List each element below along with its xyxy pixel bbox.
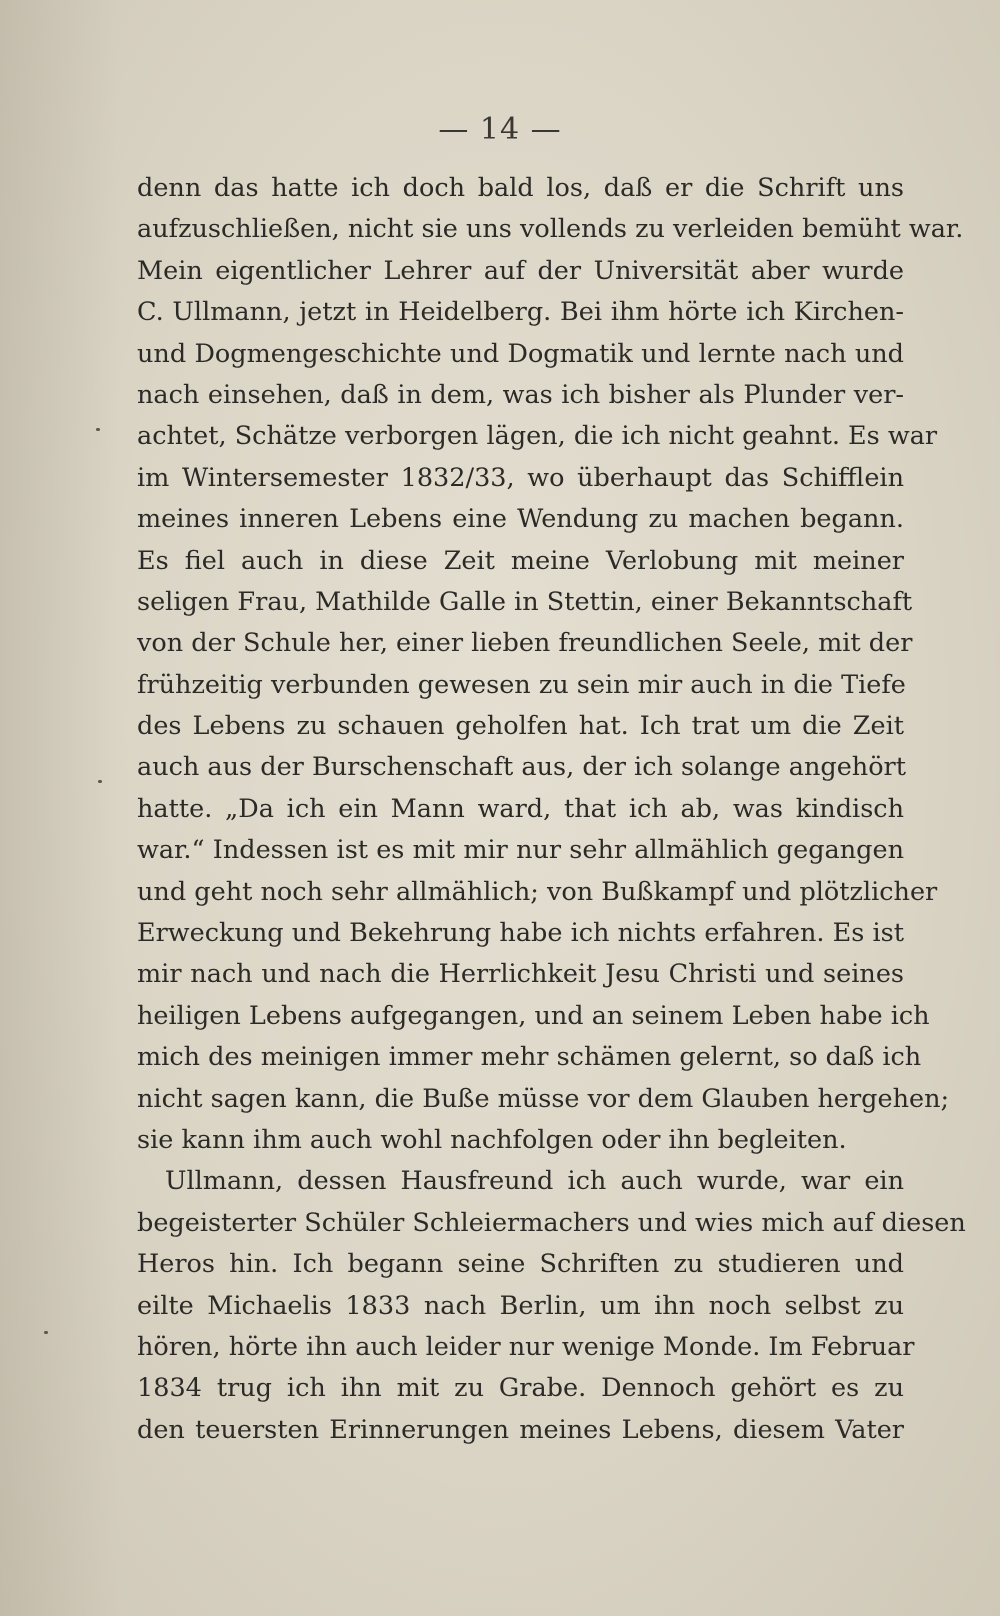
text-line: Es fiel auch in diese Zeit meine Verlobung mit meiner (137, 545, 904, 576)
text-line: nach einsehen, daß in dem, was ich bisher als Plunder ver- (137, 379, 904, 410)
text-line: C. Ullmann, jetzt in Heidelberg. Bei ihm hörte ich Kirchen- (137, 297, 904, 328)
text-line: war.“ Indessen ist es mit mir nur sehr allmählich gegangen (137, 835, 904, 866)
text-line: nicht sagen kann, die Buße müsse vor dem Glauben hergehen; (137, 1083, 950, 1114)
text-line: meines inneren Lebens eine Wendung zu machen begann. (137, 504, 904, 535)
text-line: von der Schule her, einer lieben freundlichen Seele, mit der (137, 628, 913, 659)
text-line: aufzuschließen, nicht sie uns vollends zu verleiden bemüht war. (137, 214, 964, 245)
text-line: 1834 trug ich ihn mit zu Grabe. Dennoch gehört es zu (137, 1373, 904, 1404)
text-line: Erweckung und Bekehrung habe ich nichts erfahren. Es ist (137, 918, 904, 949)
text-line: des Lebens zu schauen geholfen hat. Ich trat um die Zeit (137, 711, 904, 742)
text-line: hören, hörte ihn auch leider nur wenige Monde. Im Februar (137, 1331, 915, 1362)
text-line: Mein eigentlicher Lehrer auf der Universität aber wurde (137, 255, 904, 286)
text-line: eilte Michaelis 1833 nach Berlin, um ihn noch selbst zu (137, 1290, 904, 1321)
text-line: auch aus der Burschenschaft aus, der ich solange angehört (137, 752, 906, 783)
page-edge-shadow (0, 0, 120, 1616)
text-line: mich des meinigen immer mehr schämen gelernt, so daß ich (137, 1042, 922, 1073)
paper-speck (96, 428, 100, 431)
text-line: und geht noch sehr allmählich; von Bußkampf und plötzlicher (137, 876, 938, 907)
text-line: den teuersten Erinnerungen meines Lebens, diesem Vater (137, 1414, 904, 1445)
text-line: Ullmann, dessen Hausfreund ich auch wurde, war ein (165, 1166, 904, 1197)
text-line: und Dogmengeschichte und Dogmatik und lernte nach und (137, 338, 904, 369)
text-line: im Wintersemester 1832/33, wo überhaupt das Schifflein (137, 462, 904, 493)
text-line: hatte. „Da ich ein Mann ward, that ich ab, was kindisch (137, 793, 904, 824)
paper-speck (44, 1331, 48, 1334)
body-text (137, 168, 966, 1451)
text-line: heiligen Lebens aufgegangen, und an seinem Leben habe ich (137, 1000, 930, 1031)
text-line: achtet, Schätze verborgen lägen, die ich nicht geahnt. Es war (137, 421, 938, 452)
text-line: denn das hatte ich doch bald los, daß er die Schrift uns (137, 173, 904, 203)
text-line: mir nach und nach die Herrlichkeit Jesu Christi und seines (137, 959, 904, 990)
text-line: frühzeitig verbunden gewesen zu sein mir auch in die Tiefe (137, 669, 906, 700)
page-number: — 14 — (438, 112, 562, 147)
text-line: sie kann ihm auch wohl nachfolgen oder ihn begleiten. (137, 1124, 847, 1155)
text-line: seligen Frau, Mathilde Galle in Stettin, einer Bekanntschaft (137, 586, 913, 617)
text-line: Heros hin. Ich begann seine Schriften zu studieren und (137, 1249, 904, 1280)
paper-speck (98, 780, 102, 783)
text-line: begeisterter Schüler Schleiermachers und wies mich auf diesen (137, 1207, 966, 1238)
